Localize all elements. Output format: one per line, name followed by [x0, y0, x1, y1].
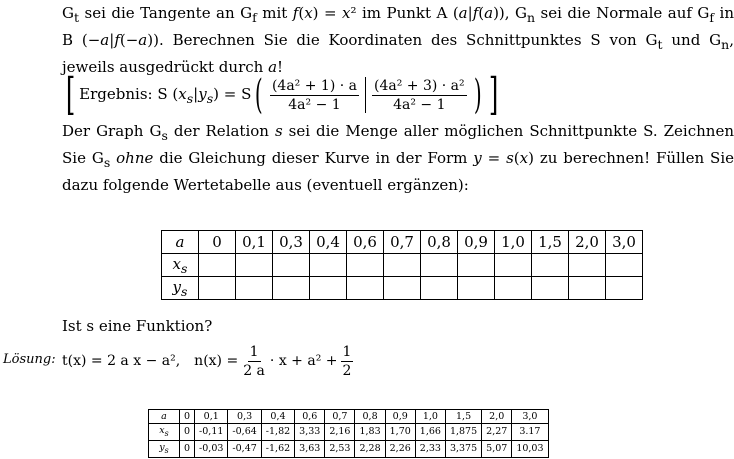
value-table-empty: [161, 230, 643, 300]
empty-cell: [458, 254, 495, 277]
empty-cell: [532, 254, 569, 277]
empty-cell: [532, 277, 569, 300]
a-value-cell: 0,6: [347, 231, 384, 254]
a-value-cell: 0,9: [458, 231, 495, 254]
empty-cell: [310, 254, 347, 277]
a-value-cell: 1,5: [532, 231, 569, 254]
a-value-cell: 0: [199, 231, 236, 254]
solution-cell: 10,03: [512, 440, 548, 457]
result-label: Ergebnis: S $(x_s|y_s) = S$: [79, 84, 252, 106]
solution-cell: 0,6: [295, 410, 325, 424]
solution-cell: 3,375: [445, 440, 481, 457]
solution-label: Lösung:: [3, 352, 56, 367]
question-text: Ist s eine Funktion?: [62, 317, 213, 335]
solution-row-ys: [149, 440, 549, 457]
empty-cell: [606, 254, 643, 277]
solution-cell: 0: [180, 424, 195, 441]
solution-cell: 1,66: [415, 424, 445, 441]
a-value-cell: 0,1: [236, 231, 273, 254]
xs-numerator: (4a² + 1) · a: [271, 77, 357, 94]
solution-cell: 3,0: [512, 410, 548, 424]
solution-cell: 5,07: [482, 440, 512, 457]
solution-row-a: [149, 410, 549, 424]
normal-frac1-num: 1: [249, 343, 259, 360]
a-value-cell: 2,0: [569, 231, 606, 254]
left-bracket: [: [65, 69, 76, 120]
solution-cell: -1,62: [261, 440, 294, 457]
value-table-solution: [148, 409, 549, 458]
normal-frac1-den: 2 a: [243, 362, 265, 379]
empty-cell: [384, 277, 421, 300]
solution-cell: 2,26: [385, 440, 415, 457]
row-label: $x_s$: [162, 254, 199, 277]
solution-cell: 3,63: [295, 440, 325, 457]
left-paren: (: [255, 72, 264, 118]
a-value-cell: 0,3: [273, 231, 310, 254]
ys-denominator: 4a² − 1: [393, 96, 446, 113]
row-label: $y_s$: [149, 440, 180, 457]
solution-cell: 1,875: [445, 424, 481, 441]
solution-cell: 1,5: [445, 410, 481, 424]
xs-fraction: [270, 78, 359, 113]
solution-row-xs: [149, 424, 549, 441]
solution-cell: 2,33: [415, 440, 445, 457]
solution-cell: 2,0: [482, 410, 512, 424]
solution-cell: 1,70: [385, 424, 415, 441]
ys-numerator: (4a² + 3) · a²: [373, 77, 465, 94]
solution-cell: 3.17: [512, 424, 548, 441]
empty-cell: [236, 277, 273, 300]
a-value-cell: 0,7: [384, 231, 421, 254]
separator-bar: [365, 77, 366, 113]
empty-cell: [495, 254, 532, 277]
solution-cell: 0,3: [228, 410, 261, 424]
solution-cell: 2,53: [325, 440, 355, 457]
solution-cell: -0,47: [228, 440, 261, 457]
tangent-equation: t(x) = 2 a x − a²,: [62, 353, 181, 369]
solution-cell: -1,82: [261, 424, 294, 441]
empty-cell: [458, 277, 495, 300]
solution-cell: 0,1: [195, 410, 228, 424]
empty-cell: [310, 277, 347, 300]
right-paren: ): [473, 72, 482, 118]
solution-cell: 0: [180, 440, 195, 457]
empty-cell: [199, 254, 236, 277]
normal-fraction-1: [241, 344, 267, 379]
empty-cell: [421, 254, 458, 277]
solution-cell: 1,83: [355, 424, 385, 441]
empty-cell: [199, 277, 236, 300]
normal-fraction-2: [341, 344, 354, 379]
a-value-cell: 0,8: [421, 231, 458, 254]
empty-cell: [421, 277, 458, 300]
empty-cell: [495, 277, 532, 300]
solution-cell: -0,03: [195, 440, 228, 457]
empty-cell: [236, 254, 273, 277]
normal-frac2-den: 2: [342, 362, 352, 379]
empty-cell: [384, 254, 421, 277]
a-value-cell: 1,0: [495, 231, 532, 254]
xs-denominator: 4a² − 1: [288, 96, 341, 113]
row-label: a: [162, 231, 199, 254]
solution-formula: [62, 342, 356, 380]
task-paragraph-1: $G_t$ sei die Tangente an $G_f$ mit f(x) = x² im Punkt A (a|f(a)), $G_n$ sei die Normale auf $G_f$ in B (−a|f(−a)). Berechnen Sie die Koordinaten des Schnittpunktes S von $G_t$ und $G_n$, jeweils ausgedrückt durch a!: [62, 4, 734, 76]
solution-cell: 2,16: [325, 424, 355, 441]
right-bracket: ]: [489, 69, 499, 120]
solution-cell: 0,4: [261, 410, 294, 424]
ys-fraction: [372, 78, 467, 113]
table-row-a: [162, 231, 643, 254]
table-row-xs: [162, 254, 643, 277]
empty-cell: [347, 254, 384, 277]
empty-cell: [569, 277, 606, 300]
solution-cell: 2,27: [482, 424, 512, 441]
normal-mid: · x + a² +: [269, 353, 338, 369]
row-label: $x_s$: [149, 424, 180, 441]
normal-frac2-num: 1: [342, 343, 352, 360]
table-row-ys: [162, 277, 643, 300]
a-value-cell: 0,4: [310, 231, 347, 254]
solution-cell: 0,8: [355, 410, 385, 424]
solution-cell: -0,11: [195, 424, 228, 441]
empty-cell: [569, 254, 606, 277]
task-paragraph-2: Der Graph $G_s$ der Relation s sei die Menge aller möglichen Schnittpunkte S. Zeichnen Sie $G_s$ ohne die Gleichung dieser Kurve in der Form y = s(x) zu berechnen! Füllen Sie dazu folgende Wertetabelle aus (eventuell ergänzen):: [62, 122, 734, 194]
solution-cell: 0: [180, 410, 195, 424]
empty-cell: [273, 277, 310, 300]
solution-cell: 2,28: [355, 440, 385, 457]
empty-cell: [273, 254, 310, 277]
solution-cell: 0,7: [325, 410, 355, 424]
solution-cell: -0,64: [228, 424, 261, 441]
normal-lhs: n(x) =: [194, 353, 239, 369]
result-formula: [62, 69, 502, 120]
row-label: $y_s$: [162, 277, 199, 300]
solution-cell: 1,0: [415, 410, 445, 424]
solution-cell: 0,9: [385, 410, 415, 424]
row-label: a: [149, 410, 180, 424]
a-value-cell: 3,0: [606, 231, 643, 254]
empty-cell: [347, 277, 384, 300]
empty-cell: [606, 277, 643, 300]
solution-cell: 3,33: [295, 424, 325, 441]
